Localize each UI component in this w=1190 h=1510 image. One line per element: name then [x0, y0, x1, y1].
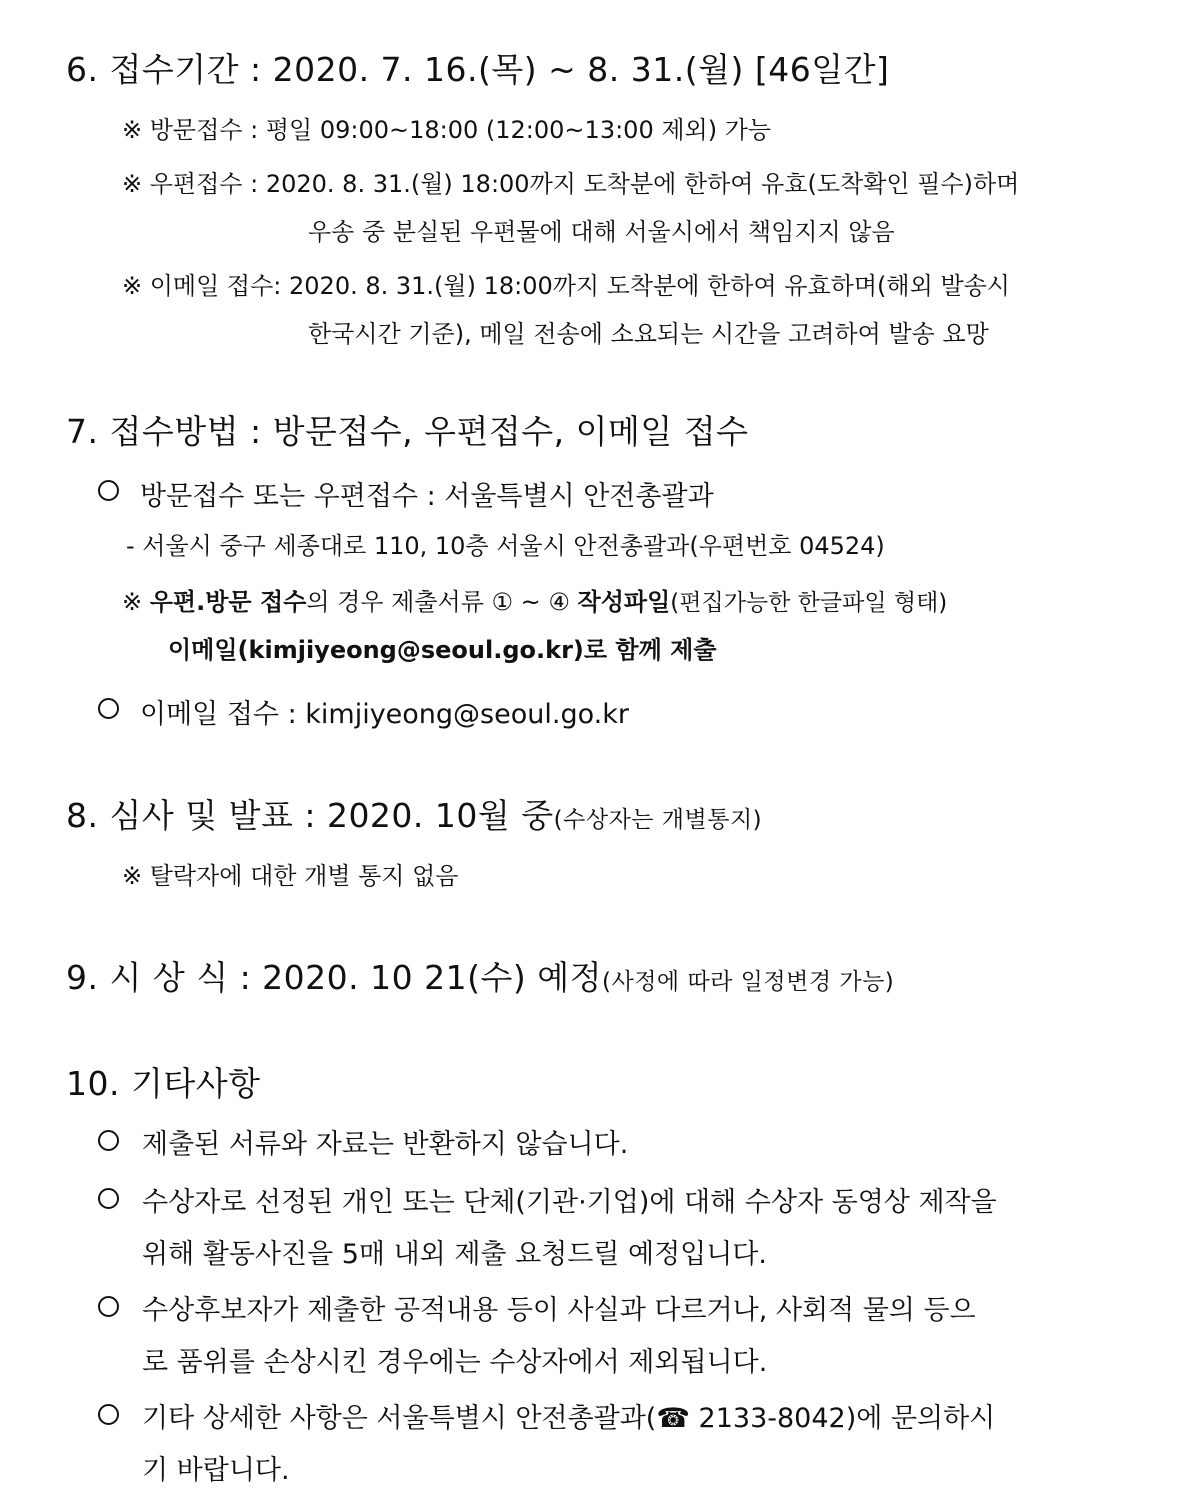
section-8-title [66, 790, 762, 837]
bullet-circle-icon [98, 1188, 119, 1209]
section-8-title-paren: (수상자는 개별통지) [553, 807, 763, 833]
email-receipt-text-2: 한국시간 기준), 메일 전송에 소요되는 시간을 고려하여 발송 요망 [308, 320, 989, 348]
email-receipt-label: ※ 이메일 접수: [122, 272, 282, 300]
email-receipt-line [122, 266, 1010, 301]
s7-item-1: 방문접수 또는 우편접수 : 서울특별시 안전총괄과 [140, 481, 714, 512]
bullet-circle-icon [98, 1130, 119, 1151]
section-7-title: 7. 접수방법 : 방문접수, 우편접수, 이메일 접수 [66, 412, 749, 451]
post-receipt-line [122, 164, 1019, 199]
s7-note-mark: ※ [122, 588, 143, 616]
s7-note-text-2: (편집가능한 한글파일 형태) [670, 590, 948, 616]
post-receipt-text-2: 우송 중 분실된 우편물에 대해 서울시에서 책임지지 않음 [308, 218, 895, 246]
s10-item-1: 제출된 서류와 자료는 반환하지 않습니다. [142, 1129, 629, 1160]
post-receipt-label: ※ 우편접수 : [122, 170, 259, 198]
email-receipt-text-1: 2020. 8. 31.(월) 18:00까지 도착분에 한하여 유효하며(해외 발송시 [289, 272, 1010, 300]
visit-receipt-line [122, 110, 771, 145]
section-6-title: 6. 접수기간 : 2020. 7. 16.(목) ~ 8. 31.(월) [46일간] [66, 50, 890, 89]
s7-item-1-address: - 서울시 중구 세종대로 110, 10층 서울시 안전총괄과(우편번호 04524) [126, 532, 885, 560]
s10-item-2-line-1: 수상자로 선정된 개인 또는 단체(기관·기업)에 대해 수상자 동영상 제작을 [142, 1187, 997, 1218]
section-8-title-main: 8. 심사 및 발표 : 2020. 10월 중 [66, 796, 554, 835]
s10-item-3-line-1: 수상후보자가 제출한 공적내용 등이 사실과 다르거나, 사회적 물의 등으 [142, 1295, 976, 1326]
s10-item-2-line-2: 위해 활동사진을 5매 내외 제출 요청드릴 예정입니다. [142, 1239, 767, 1270]
bullet-circle-icon [98, 1296, 119, 1317]
s7-note-line-1 [122, 582, 947, 617]
bullet-circle-icon [98, 698, 119, 719]
s7-note-bold-2: 작성파일 [577, 588, 671, 616]
s7-item-2: 이메일 접수 : kimjiyeong@seoul.go.kr [140, 699, 629, 730]
s7-note-bold-1: 우편.방문 접수 [149, 588, 307, 616]
section-9-title-paren: (사정에 따라 일정변경 가능) [602, 969, 895, 995]
bullet-circle-icon [98, 480, 119, 501]
s10-item-4-line-1: 기타 상세한 사항은 서울특별시 안전총괄과(☎ 2133-8042)에 문의하시 [142, 1403, 996, 1434]
visit-receipt-label: ※ 방문접수 : [122, 116, 259, 144]
section-9-title-main: 9. 시 상 식 : 2020. 10 21(수) 예정 [66, 958, 602, 997]
s7-note-line-2: 이메일(kimjiyeong@seoul.go.kr)로 함께 제출 [168, 636, 717, 664]
section-9-title [66, 952, 894, 999]
s10-item-4-line-2: 기 바랍니다. [142, 1455, 290, 1486]
s7-note-text-1: 의 경우 제출서류 ① ~ ④ [306, 588, 570, 616]
visit-receipt-text: 평일 09:00~18:00 (12:00~13:00 제외) 가능 [265, 116, 772, 144]
section-8-note: ※ 탈락자에 대한 개별 통지 없음 [122, 862, 459, 890]
s10-item-3-line-2: 로 품위를 손상시킨 경우에는 수상자에서 제외됩니다. [142, 1347, 768, 1378]
section-10-title: 10. 기타사항 [66, 1064, 261, 1103]
bullet-circle-icon [98, 1404, 119, 1425]
post-receipt-text-1: 2020. 8. 31.(월) 18:00까지 도착분에 한하여 유효(도착확인 필수)하며 [265, 170, 1020, 198]
